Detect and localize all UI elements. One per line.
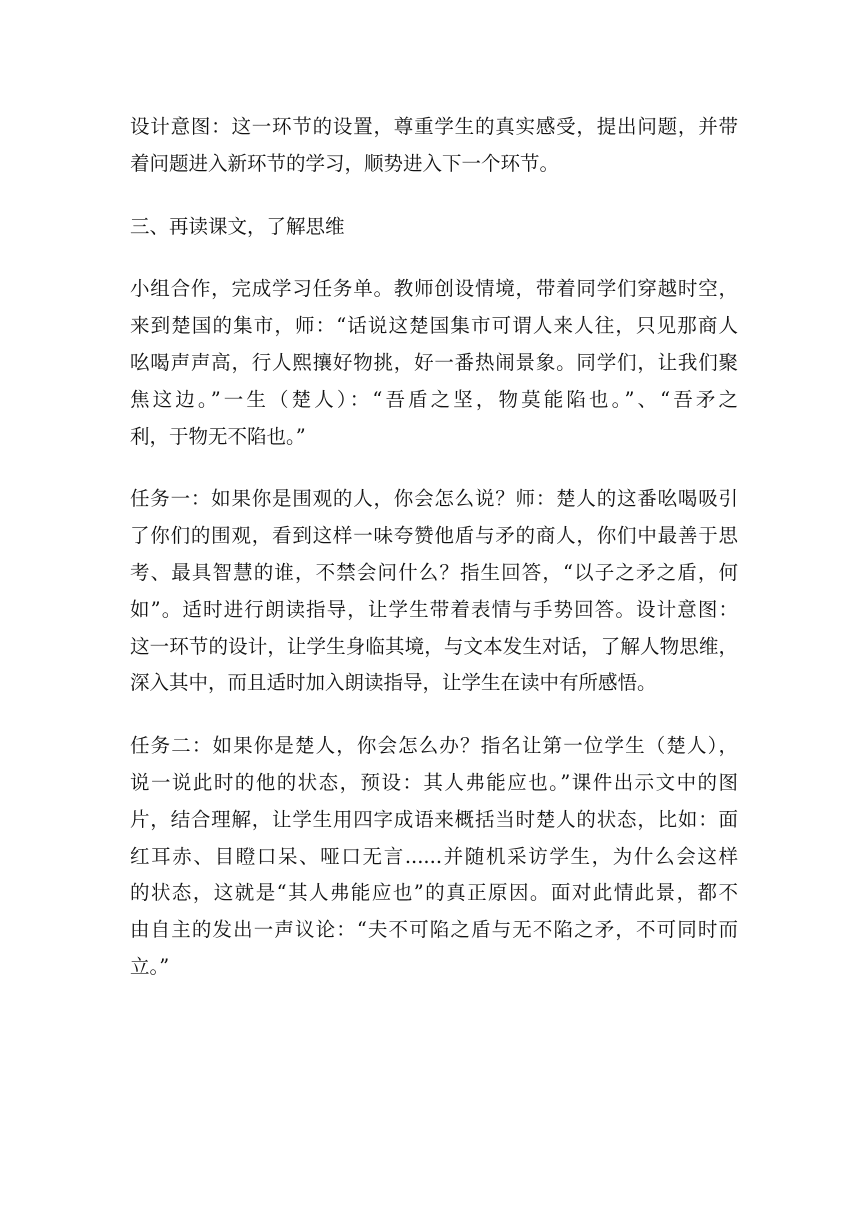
text-line: 考、最具智慧的谁，不禁会问什么？指生回答，“以子之矛之盾，何 xyxy=(130,560,738,584)
text-line: 吆喝声声高，行人熙攘好物挑，好一番热闹景象。同学们，让我们聚 xyxy=(130,350,738,374)
text-line: 焦这边。”一生（楚人）：“吾盾之坚，物莫能陷也。”、“吾矛之 xyxy=(130,387,738,411)
text-line: 的状态，这就是“其人弗能应也”的真正原因。面对此情此景，都不 xyxy=(130,881,738,905)
paragraph-design-intent xyxy=(130,109,738,183)
heading-text: 三、再读课文，了解思维 xyxy=(130,214,345,238)
text-line: 任务一：如果你是围观的人，你会怎么说？师：楚人的这番吆喝吸引 xyxy=(130,487,738,511)
paragraph-group-work xyxy=(130,271,738,455)
paragraph-task-one xyxy=(130,481,738,702)
text-line: 片，结合理解，让学生用四字成语来概括当时楚人的状态，比如：面 xyxy=(130,807,738,831)
text-line: 深入其中，而且适时加入朗读指导，让学生在读中有所感悟。 xyxy=(130,671,657,695)
text-line: 由自主的发出一声议论：“夫不可陷之盾与无不陷之矛，不可同时而 xyxy=(130,918,738,942)
text-line: 立。” xyxy=(130,954,170,978)
text-line: 说一说此时的他的状态，预设：其人弗能应也。”课件出示文中的图 xyxy=(130,770,738,794)
text-line: 如”。适时进行朗读指导，让学生带着表情与手势回答。设计意图： xyxy=(130,597,738,621)
section-heading xyxy=(130,209,738,246)
document-body xyxy=(130,109,738,1012)
text-line: 了你们的围观，看到这样一味夸赞他盾与矛的商人，你们中最善于思 xyxy=(130,524,738,548)
text-line: 这一环节的设计，让学生身临其境，与文本发生对话，了解人物思维， xyxy=(130,634,738,658)
text-line: 来到楚国的集市，师：“话说这楚国集市可谓人来人往，只见那商人 xyxy=(130,314,738,338)
text-line: 任务二：如果你是楚人，你会怎么办？指名让第一位学生（楚人）， xyxy=(130,734,738,758)
text-line: 着问题进入新环节的学习，顺势进入下一个环节。 xyxy=(130,151,560,175)
paragraph-task-two xyxy=(130,728,738,986)
text-line: 红耳赤、目瞪口呆、哑口无言......并随机采访学生，为什么会这样 xyxy=(130,844,738,868)
text-line: 小组合作，完成学习任务单。教师创设情境，带着同学们穿越时空， xyxy=(130,277,738,301)
text-line: 利，于物无不陷也。” xyxy=(130,424,306,448)
text-line: 设计意图：这一环节的设置，尊重学生的真实感受，提出问题，并带 xyxy=(130,115,738,138)
